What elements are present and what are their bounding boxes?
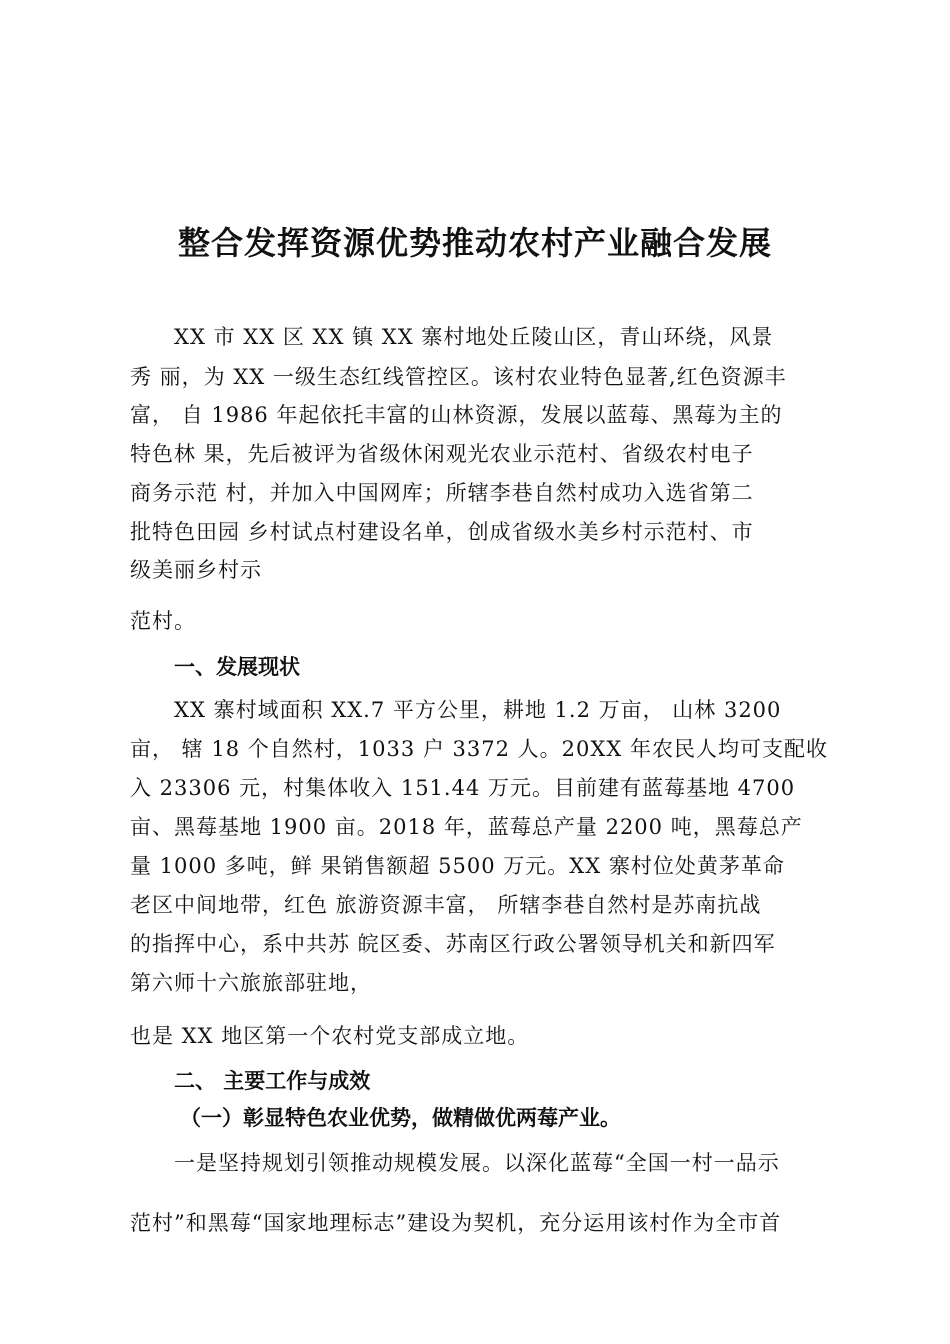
- para-2-line-1: 一是坚持规划引领推动规模发展。以深化蓝莓“全国一村一品示: [174, 1151, 780, 1175]
- section-1-line-1: XX 寨村域面积 XX.7 平方公里，耕地 1.2 万亩， 山林 3200: [174, 698, 782, 722]
- section-1-tail: 也是 XX 地区第一个农村党支部成立地。: [130, 1024, 530, 1048]
- section-1-line-7: 的指挥中心，系中共苏 皖区委、苏南区行政公署领导机关和新四军: [130, 932, 776, 956]
- para-2-line-2: 范村”和黑莓“国家地理标志”建设为契机，充分运用该村作为全市首: [130, 1211, 782, 1235]
- section-1-line-3: 入 23306 元，村集体收入 151.44 万元。目前建有蓝莓基地 4700: [130, 776, 796, 800]
- section-1-line-6: 老区中间地带，红色 旅游资源丰富， 所辖李巷自然村是苏南抗战: [130, 893, 762, 917]
- subsection-1-heading: （一）彰显特色农业优势，做精做优两莓产业。: [180, 1106, 621, 1130]
- section-1-line-2: 亩， 辖 18 个自然村，1033 户 3372 人。20XX 年农民人均可支配收: [130, 737, 828, 761]
- intro-line-2: 秀 丽，为 XX 一级生态红线管控区。该村农业特色显著,红色资源丰: [130, 365, 787, 389]
- intro-line-6: 批特色田园 乡村试点村建设名单，创成省级水美乡村示范村、市: [130, 520, 754, 544]
- section-2-heading: 二、 主要工作与成效: [174, 1069, 371, 1093]
- intro-line-5: 商务示范 村，并加入中国网库；所辖李巷自然村成功入选省第二: [130, 481, 754, 505]
- intro-line-1: XX 市 XX 区 XX 镇 XX 寨村地处丘陵山区，青山环绕，风景: [174, 325, 774, 349]
- intro-tail: 范村。: [130, 609, 196, 633]
- section-1-line-4: 亩、黑莓基地 1900 亩。2018 年，蓝莓总产量 2200 吨，黑莓总产: [130, 815, 803, 839]
- intro-line-7: 级美丽乡村示: [130, 558, 262, 582]
- section-1-heading: 一、发展现状: [174, 655, 300, 679]
- document-title: 整合发挥资源优势推动农村产业融合发展: [177, 224, 772, 262]
- intro-line-4: 特色林 果，先后被评为省级休闲观光农业示范村、省级农村电子: [130, 442, 754, 466]
- section-1-line-8: 第六师十六旅旅部驻地，: [130, 971, 372, 995]
- section-1-line-5: 量 1000 多吨，鲜 果销售额超 5500 万元。XX 寨村位处黄茅革命: [130, 854, 785, 878]
- intro-line-3: 富， 自 1986 年起依托丰富的山林资源，发展以蓝莓、黑莓为主的: [130, 403, 783, 427]
